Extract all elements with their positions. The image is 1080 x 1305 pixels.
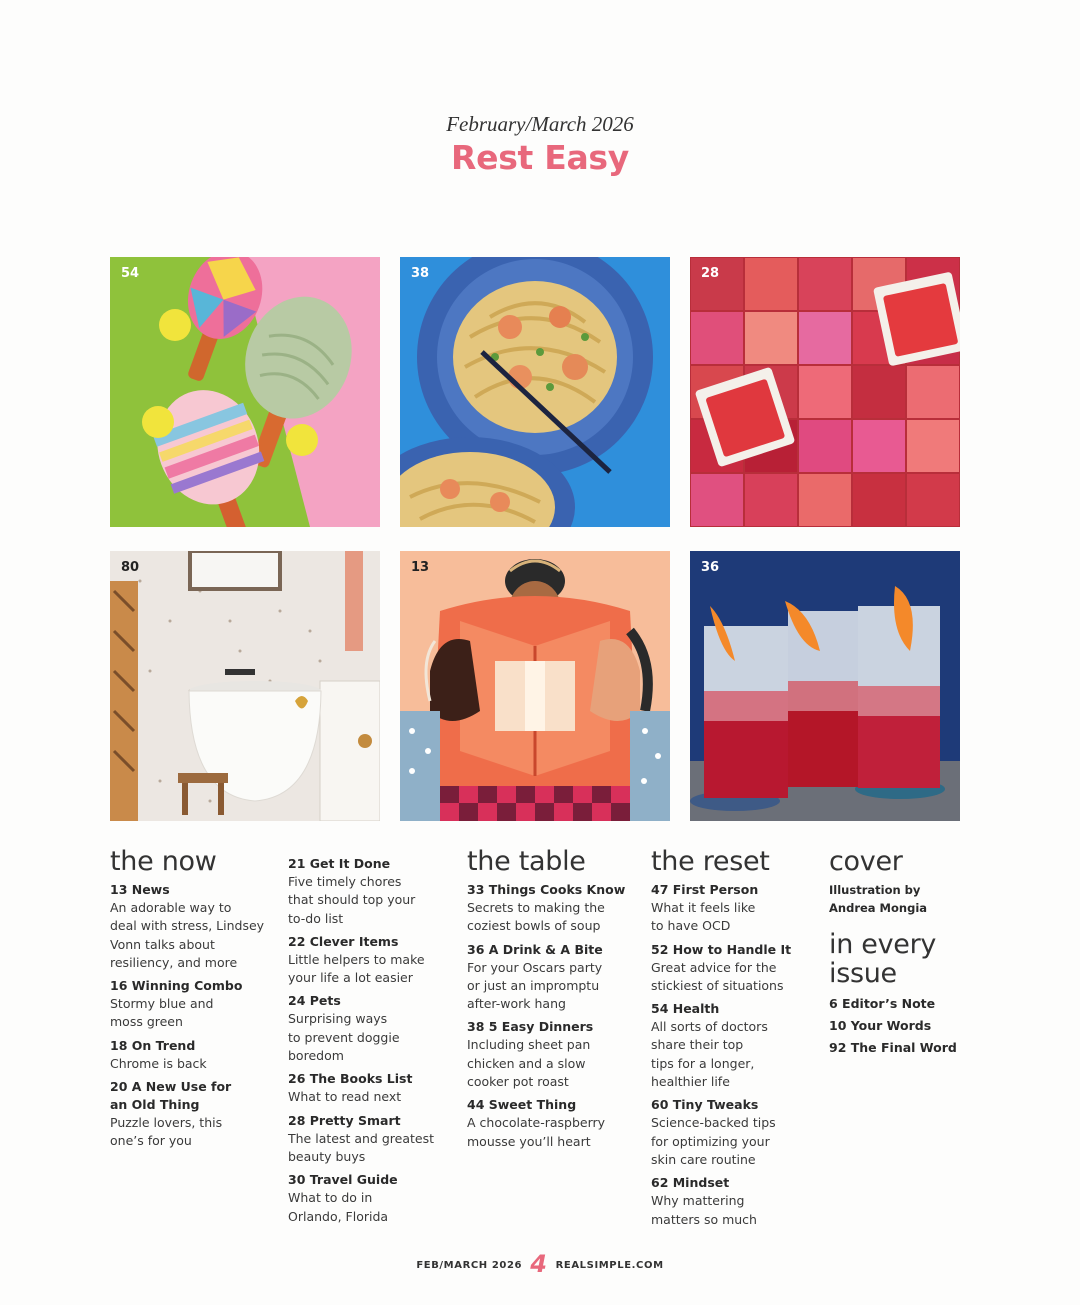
- pasta-illustration: [400, 257, 670, 527]
- photo-page-number: 38: [411, 266, 430, 281]
- toc-item-title: 13 News: [110, 882, 170, 897]
- toc-item-desc: An adorable way to deal with stress, Lindsey Vonn talks about resiliency, and more: [110, 900, 265, 970]
- photo-page-number: 54: [121, 266, 140, 281]
- toc-item-title: 22 Clever Items: [288, 933, 399, 949]
- section-heading: the now: [110, 846, 217, 877]
- toc-item[interactable]: [110, 1037, 280, 1073]
- toc-item-desc: Science-backed tips for optimizing your skin care routine: [651, 1115, 776, 1167]
- section-heading: cover: [829, 846, 903, 877]
- toc-item-title: 62 Mindset: [651, 1175, 730, 1191]
- toc-item-title[interactable]: 6 Editor’s Note: [829, 996, 936, 1011]
- toc-item[interactable]: [110, 881, 280, 972]
- photo-page-number: 13: [411, 560, 430, 575]
- toc-item-desc: What to do in Orlando, Florida: [288, 1190, 389, 1224]
- toc-item[interactable]: [288, 1171, 458, 1226]
- toc-item-desc: Little helpers to make your life a lot easier: [288, 951, 425, 986]
- cover-credit: Illustration by Andrea Mongia: [829, 883, 928, 915]
- toc-item-title[interactable]: 10 Your Words: [829, 1018, 932, 1033]
- pickleball-illustration: [110, 257, 380, 527]
- toc-item[interactable]: [651, 1174, 823, 1229]
- toc-item-title: 28 Pretty Smart: [288, 1112, 401, 1128]
- toc-item[interactable]: [110, 977, 280, 1032]
- toc-item[interactable]: [288, 1070, 458, 1106]
- photo-page-number: 36: [701, 560, 720, 575]
- toc-item-title: 20 A New Use for: [110, 1079, 232, 1095]
- toc-item[interactable]: [288, 1112, 458, 1167]
- toc-item-title: 30 Travel Guide: [288, 1172, 398, 1188]
- photo-bathroom[interactable]: [110, 551, 380, 821]
- toc-item-title: 44 Sweet Thing: [467, 1097, 577, 1113]
- toc-item-desc: All sorts of doctors share their top tips for a longer, healthier life: [651, 1019, 768, 1090]
- page-title: Rest Easy: [451, 138, 629, 177]
- toc-item[interactable]: [467, 941, 645, 1014]
- toc-item-desc: Secrets to making the coziest bowls of soup: [467, 900, 605, 934]
- toc-item-desc: For your Oscars party or just an impromptu after-work hang: [467, 959, 603, 1012]
- toc-item[interactable]: [467, 1096, 645, 1151]
- page-footer: [0, 1250, 1080, 1278]
- photo-page-number: 28: [701, 266, 720, 281]
- toc-item-title: 33 Things Cooks Know: [467, 882, 626, 897]
- page-number: 4: [530, 1250, 548, 1278]
- toc-item-desc: Surprising ways to prevent doggie boredom: [288, 1011, 400, 1064]
- photo-pickleball[interactable]: [110, 257, 380, 527]
- section-the-table: [467, 848, 645, 1156]
- drinks-illustration: [690, 551, 960, 821]
- photo-reading-illustration[interactable]: [400, 551, 670, 821]
- footer-website[interactable]: REALSIMPLE.COM: [555, 1260, 664, 1271]
- toc-item-desc: A chocolate-raspberry mousse you’ll heart: [467, 1115, 606, 1149]
- toc-item[interactable]: [110, 1078, 280, 1151]
- toc-item[interactable]: [651, 1000, 823, 1091]
- section-cover: [829, 848, 979, 1057]
- toc-item-desc: Chrome is back: [110, 1055, 207, 1071]
- toc-item-title: 60 Tiny Tweaks: [651, 1097, 759, 1113]
- toc-item-title: 38 5 Easy Dinners: [467, 1019, 594, 1035]
- toc-item-title-line2: an Old Thing: [110, 1097, 200, 1113]
- section-heading-every-issue-line2: issue: [829, 958, 897, 989]
- bathroom-illustration: [110, 551, 380, 821]
- toc-item-desc: What to read next: [288, 1089, 402, 1105]
- dateline: February/March 2026: [446, 112, 634, 136]
- toc-item-title: 54 Health: [651, 1001, 720, 1017]
- photo-drinks[interactable]: [690, 551, 960, 821]
- blush-illustration: [690, 257, 960, 527]
- toc-item-desc: Great advice for the stickiest of situations: [651, 959, 784, 993]
- toc-item[interactable]: [467, 881, 645, 936]
- toc-item[interactable]: [288, 992, 458, 1065]
- toc-item-title: 18 On Trend: [110, 1037, 196, 1053]
- toc-item[interactable]: [467, 1018, 645, 1091]
- toc-item-title: 24 Pets: [288, 993, 341, 1009]
- photo-pasta[interactable]: [400, 257, 670, 527]
- toc-item-desc: Including sheet pan chicken and a slow cooker pot roast: [467, 1037, 591, 1090]
- section-the-now: [110, 848, 280, 1156]
- toc-item[interactable]: [651, 881, 823, 936]
- photo-page-number: 80: [121, 560, 140, 575]
- reading-illustration: [400, 551, 670, 821]
- toc-item-desc: Five timely chores that should top your to-do list: [288, 874, 416, 926]
- photo-blush[interactable]: [690, 257, 960, 527]
- section-the-reset: [651, 848, 823, 1234]
- toc-item[interactable]: [288, 855, 458, 928]
- toc-item-desc: Stormy blue and moss green: [110, 996, 214, 1030]
- toc-item[interactable]: [651, 1096, 823, 1169]
- section-heading: the reset: [651, 846, 770, 877]
- section-heading: the table: [467, 846, 586, 877]
- toc-item-desc: The latest and greatest beauty buys: [288, 1130, 434, 1164]
- toc-item[interactable]: [288, 933, 458, 988]
- toc-item-title: 16 Winning Combo: [110, 978, 243, 994]
- toc-item-title: 26 The Books List: [288, 1071, 413, 1087]
- toc-item[interactable]: [651, 941, 823, 996]
- toc-item-title: 47 First Person: [651, 882, 759, 897]
- section-the-now-continued: [288, 855, 458, 1231]
- toc-item-title[interactable]: 92 The Final Word: [829, 1040, 957, 1055]
- toc-item-title: 52 How to Handle It: [651, 941, 792, 957]
- toc-item-desc: What it feels like to have OCD: [651, 900, 756, 934]
- toc-item-title: 21 Get It Done: [288, 856, 391, 871]
- footer-issue-date: FEB/MARCH 2026: [416, 1260, 523, 1271]
- section-heading-every-issue: in every: [829, 929, 937, 960]
- toc-item-title: 36 A Drink & A Bite: [467, 941, 603, 957]
- toc-item-desc: Why mattering matters so much: [651, 1193, 757, 1227]
- toc-item-desc: Puzzle lovers, this one’s for you: [110, 1115, 223, 1149]
